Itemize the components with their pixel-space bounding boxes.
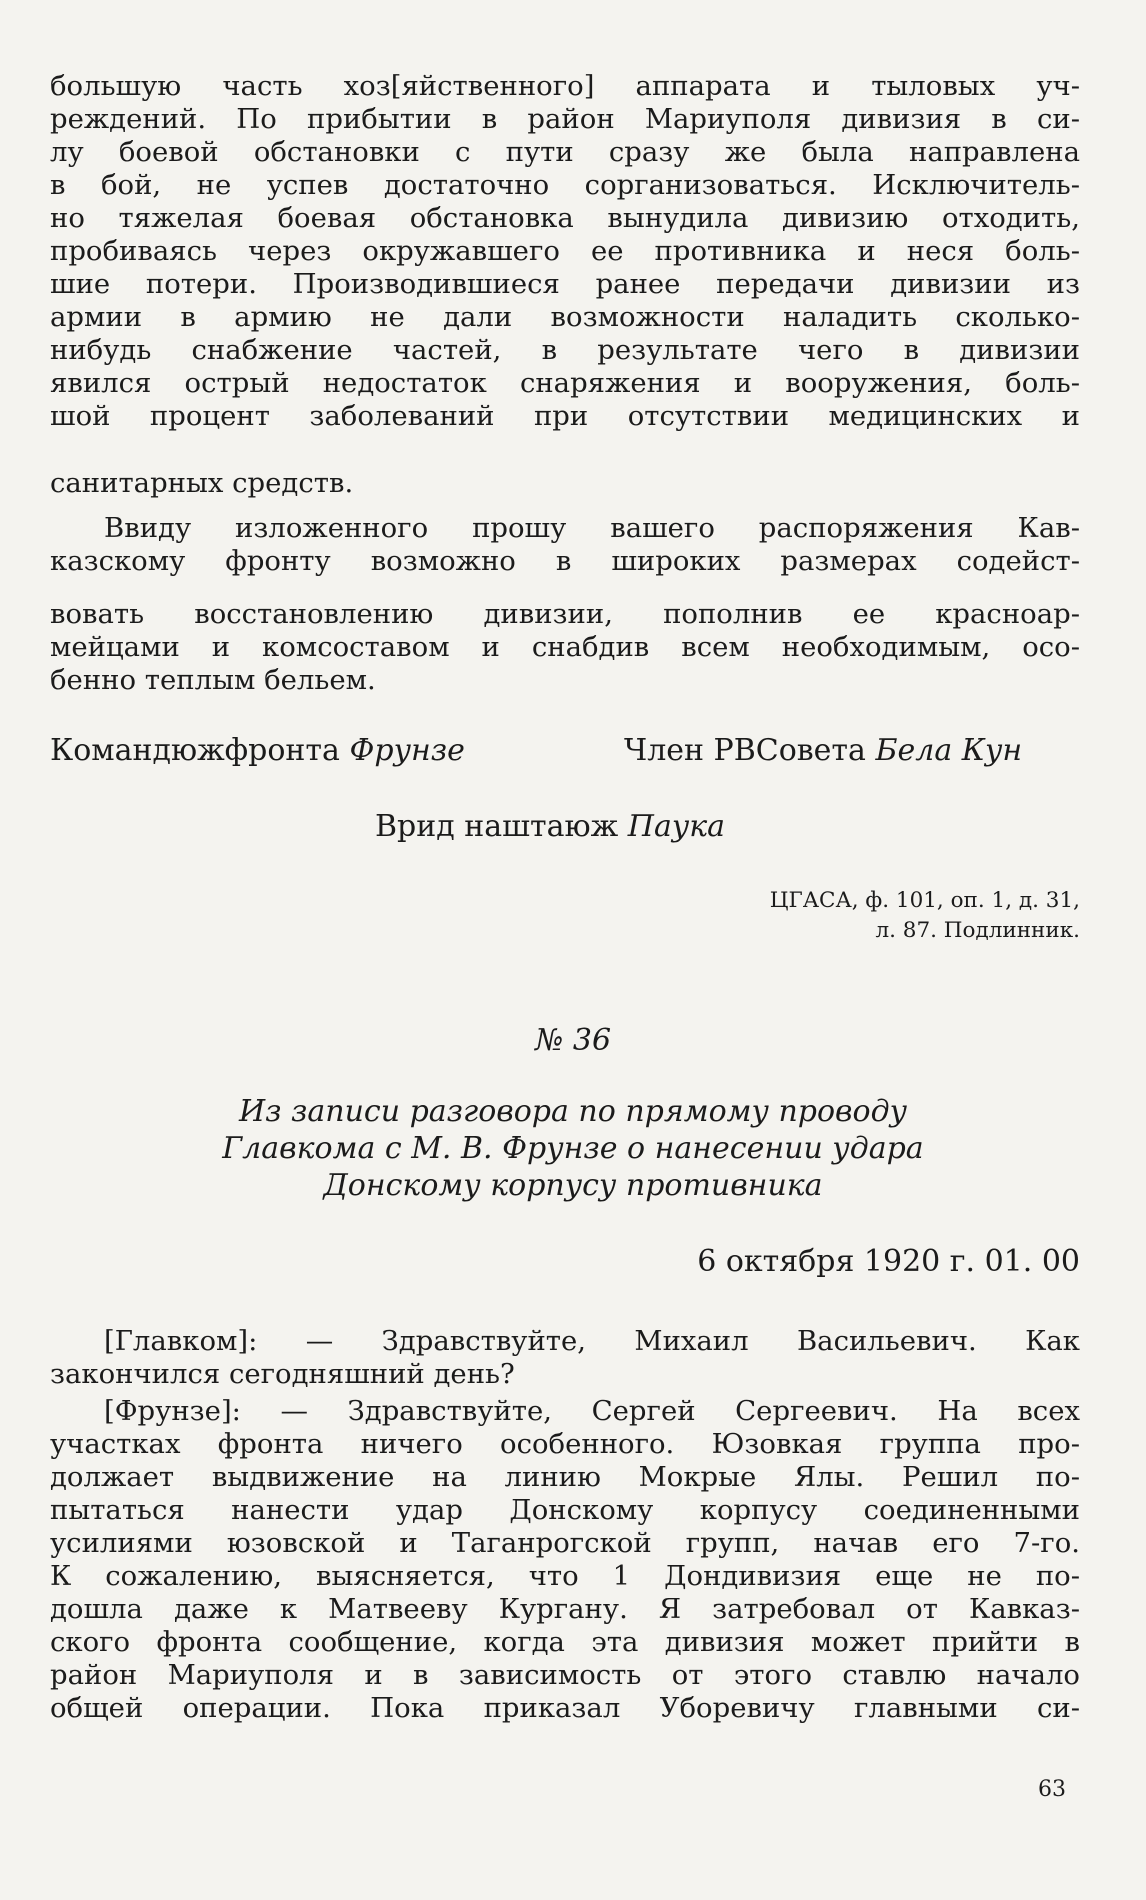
signature-commander xyxy=(50,733,465,769)
text-line: участках фронта ничего особенного. Юзовкая группа про- xyxy=(50,1428,1080,1460)
document-number: № 36 xyxy=(534,1023,612,1058)
text-line: общей операции. Пока приказал Уборевичу главными си- xyxy=(50,1692,1080,1724)
text-line: усилиями юзовской и Таганрогской групп, начав его 7-го. xyxy=(50,1527,1080,1559)
signature-title: Врид наштаюж xyxy=(375,809,619,844)
text-line: Ввиду изложенного прошу вашего распоряжения Кав- xyxy=(104,512,1080,544)
text-line: бенно теплым бельем. xyxy=(50,664,376,696)
archive-ref-line1: ЦГАСА, ф. 101, оп. 1, д. 31, xyxy=(769,888,1080,913)
signature-name: Бела Кун xyxy=(875,733,1023,768)
text-line: лу боевой обстановки с пути сразу же была направлена xyxy=(50,136,1080,168)
text-line: санитарных средств. xyxy=(50,467,354,499)
text-line: реждений. По прибытии в район Мариуполя дивизия в си- xyxy=(50,103,1080,135)
page-number: 63 xyxy=(1038,1777,1066,1802)
archive-ref-line2: л. 87. Подлинник. xyxy=(875,918,1080,943)
text-line: должает выдвижение на линию Мокрые Ялы. Решил по- xyxy=(50,1461,1080,1493)
text-line: шой процент заболеваний при отсутствии медицинских и xyxy=(50,400,1080,432)
text-line: мейцами и комсоставом и снабдив всем необходимым, осо- xyxy=(50,631,1080,663)
text-line: [Главком]: — Здравствуйте, Михаил Васильевич. Как xyxy=(104,1325,1080,1357)
text-line: нибудь снабжение частей, в результате чего в дивизии xyxy=(50,334,1080,366)
text-line: вовать восстановлению дивизии, пополнив ее красноар- xyxy=(50,598,1080,630)
text-line: пробиваясь через окружавшего ее противника и неся боль- xyxy=(50,235,1080,267)
text-line: но тяжелая боевая обстановка вынудила дивизию отходить, xyxy=(50,202,1080,234)
text-line: шие потери. Производившиеся ранее передачи дивизии из xyxy=(50,268,1080,300)
text-line: [Фрунзе]: — Здравствуйте, Сергей Сергеевич. На всех xyxy=(104,1395,1080,1427)
document-date: 6 октября 1920 г. 01. 00 xyxy=(697,1244,1080,1279)
title-line: Главкома с М. В. Фрунзе о нанесении удара xyxy=(222,1131,924,1166)
text-line: К сожалению, выясняется, что 1 Дондивизия еще не по- xyxy=(50,1560,1080,1592)
text-line: казскому фронту возможно в широких размерах содейст- xyxy=(50,545,1080,577)
text-line: пытаться нанести удар Донскому корпусу соединенными xyxy=(50,1494,1080,1526)
signature-title: Член РВСовета xyxy=(624,733,866,768)
title-line: Из записи разговора по прямому проводу xyxy=(238,1094,907,1129)
text-line: большую часть хоз[яйственного] аппарата и тыловых уч- xyxy=(50,70,1080,102)
title-line: Донскому корпусу противника xyxy=(323,1168,823,1203)
text-line: армии в армию не дали возможности наладить сколько- xyxy=(50,301,1080,333)
text-line: в бой, не успев достаточно сорганизоваться. Исключитель- xyxy=(50,169,1080,201)
text-line: район Мариуполя и в зависимость от этого ставлю начало xyxy=(50,1659,1080,1691)
signature-name: Фрунзе xyxy=(349,733,465,768)
text-line: ского фронта сообщение, когда эта дивизия может прийти в xyxy=(50,1626,1080,1658)
text-line: явился острый недостаток снаряжения и вооружения, боль- xyxy=(50,367,1080,399)
signature-title: Командюжфронта xyxy=(50,733,340,768)
signature-name: Паука xyxy=(627,809,726,844)
text-line: закончился сегодняшний день? xyxy=(50,1358,515,1390)
signature-rvs-member xyxy=(624,733,1022,769)
text-line: дошла даже к Матвееву Кургану. Я затребовал от Кавказ- xyxy=(50,1593,1080,1625)
signature-chief-of-staff xyxy=(375,809,725,845)
